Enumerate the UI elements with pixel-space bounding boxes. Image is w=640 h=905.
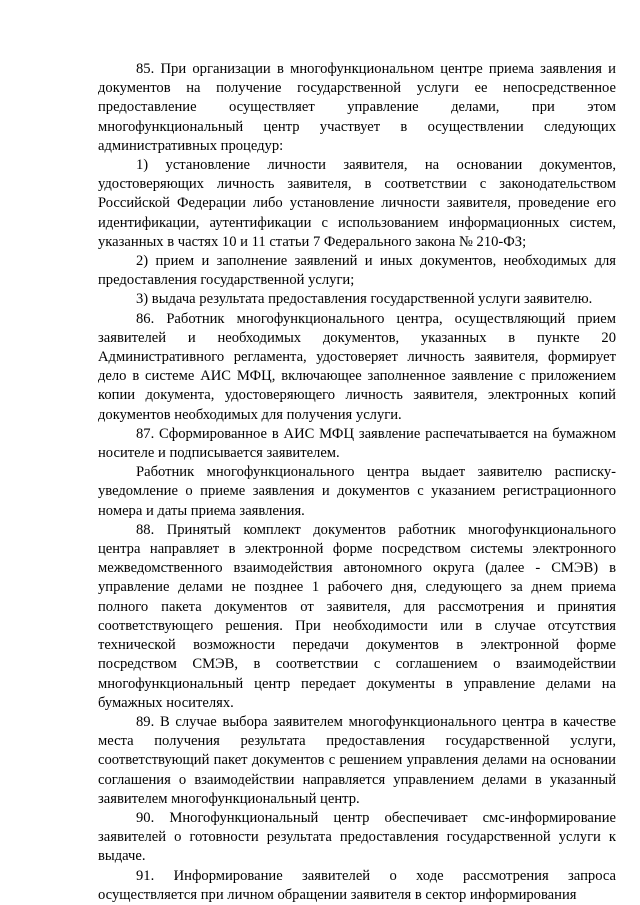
paragraph-85-item-3: 3) выдача результата предоставления государственной услуги заявителю. bbox=[136, 291, 593, 308]
paragraph-85-item-1: 1) установление личности заявителя, на основании документов, удостоверяющих личность заявителя, в соответствии с законодательством Российской Федерации либо установление личности заявителя, проведение его идентификации, аутентификации с использованием информационных систем, указанных в частях 10 и 11 статьи 7 Федерального закона № 210-ФЗ; bbox=[98, 157, 616, 250]
paragraph-85: 85. При организации в многофункциональном центре приема заявления и документов на получение государственной услуги ее непосредственное предоставление осуществляет управление делами, при этом многофункциональный центр участвует в осуществлении следующих административных процедур: bbox=[98, 61, 616, 154]
paragraph-90: 90. Многофункциональный центр обеспечивает смс-информирование заявителей о готовности результата предоставления государственной услуги к выдаче. bbox=[98, 809, 616, 865]
paragraph-89: 89. В случае выбора заявителем многофункционального центра в качестве места получения результата предоставления государственной услуги, соответствующий пакет документов с решением управления делами на основании соглашения о взаимодействии направляется управлением делами в указанный заявителем многофункциональный центр. bbox=[98, 713, 616, 807]
paragraph-88: 88. Принятый комплект документов работник многофункционального центра направляет в электронной форме посредством системы электронного межведомственного взаимодействия автономного округа (далее - СМЭВ) в управление делами не позднее 1 рабочего дня, следующего за днем приема полного пакета документов от заявителя, для рассмотрения и принятия соответствующего решения. При необходимости или в случае отсутствия технической возможности передачи документов в электронной форме посредством СМЭВ, в соответствии с соглашением о взаимодействии многофункциональный центр передает документы в управление делами на бумажных носителях. bbox=[98, 521, 616, 711]
paragraph-87: 87. Сформированное в АИС МФЦ заявление распечатывается на бумажном носителе и подписывается заявителем. bbox=[98, 425, 616, 462]
paragraph-86: 86. Работник многофункционального центра, осуществляющий прием заявителей и необходимых документов, указанных в пункте 20 Административного регламента, удостоверяет личность заявителя, формирует дело в системе АИС МФЦ, включающее заполненное заявление с приложением копии документа, удостоверяющего личность заявителя, электронных копий документов необходимых для получения услуги. bbox=[98, 310, 616, 423]
paragraph-87-receipt: Работник многофункционального центра выдает заявителю расписку-уведомление о приеме заявления и документов с указанием регистрационного номера и даты приема заявления. bbox=[98, 464, 616, 519]
document-page bbox=[98, 60, 616, 905]
paragraph-85-item-2: 2) прием и заполнение заявлений и иных документов, необходимых для предоставления государственной услуги; bbox=[98, 253, 616, 289]
paragraph-91: 91. Информирование заявителей о ходе рассмотрения запроса осуществляется при личном обращении заявителя в сектор информирования bbox=[98, 867, 616, 903]
